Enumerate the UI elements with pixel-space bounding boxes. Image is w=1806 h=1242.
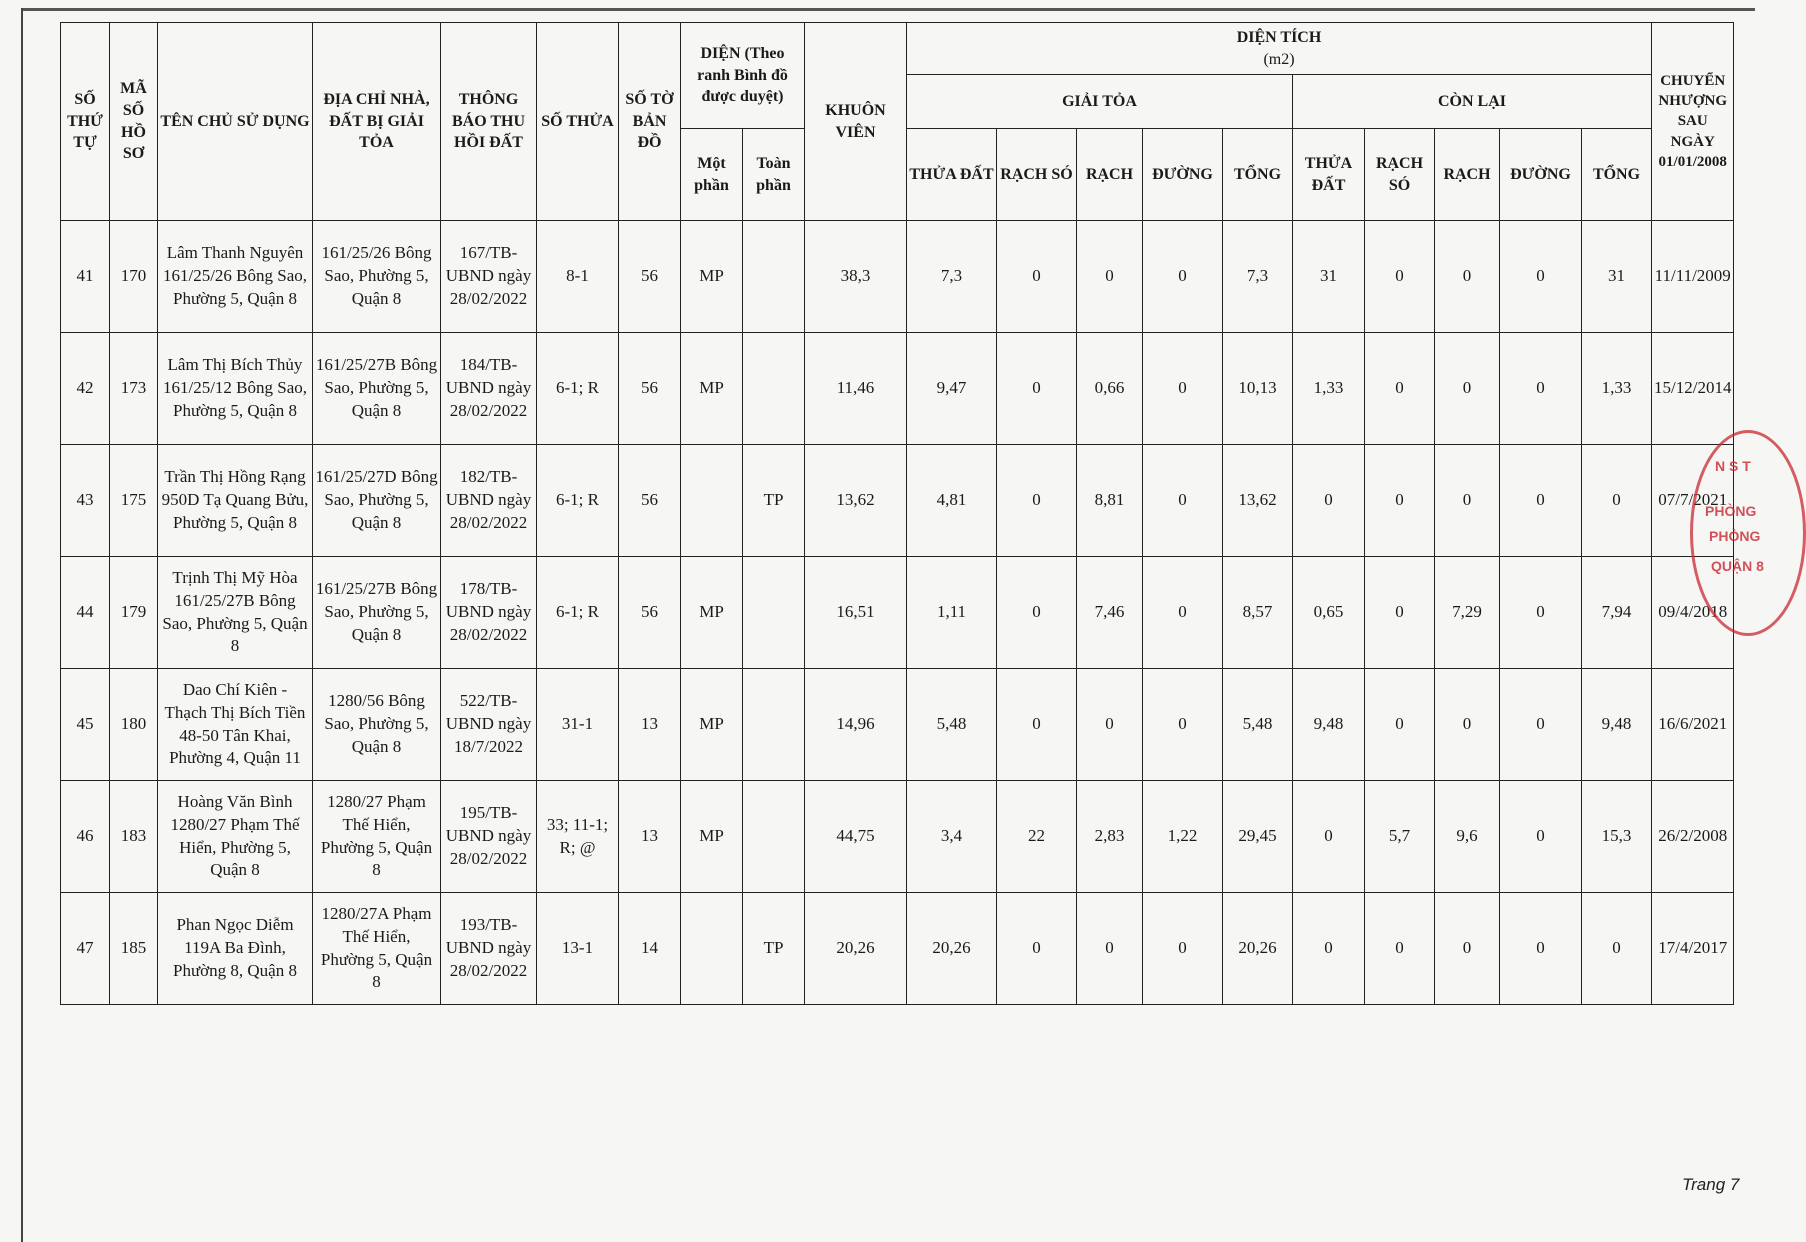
header-chuyen-nhuong: CHUYỂN NHƯỢNG SAU NGÀY 01/01/2008 [1652, 23, 1734, 221]
cell-cl-thua: 1,33 [1293, 333, 1365, 445]
cell-mot-phan: MP [681, 333, 743, 445]
cell-gt-rachso: 0 [997, 557, 1077, 669]
cell-dia-chi: 161/25/27B Bông Sao, Phường 5, Quận 8 [313, 333, 441, 445]
cell-cl-rachso: 0 [1365, 669, 1435, 781]
cell-dia-chi: 1280/27A Phạm Thế Hiển, Phường 5, Quận 8 [313, 893, 441, 1005]
header-khuon-vien: KHUÔN VIÊN [805, 23, 907, 221]
cell-ngay: 07/7/2021 [1652, 445, 1734, 557]
cell-cl-rach: 0 [1435, 333, 1500, 445]
cell-cl-duong: 0 [1500, 781, 1582, 893]
cell-cl-tong: 0 [1582, 445, 1652, 557]
cell-gt-rach: 2,83 [1077, 781, 1143, 893]
cell-so-thua: 6-1; R [537, 333, 619, 445]
header-cl-rach-so: RẠCH SÓ [1365, 129, 1435, 221]
cell-ma: 173 [110, 333, 158, 445]
cell-toan-phan: TP [743, 893, 805, 1005]
cell-cl-thua: 0 [1293, 781, 1365, 893]
table-row [61, 669, 1734, 781]
cell-thong-bao: 522/TB-UBND ngày 18/7/2022 [441, 669, 537, 781]
cell-toan-phan [743, 221, 805, 333]
land-clearance-table [60, 22, 1734, 1005]
cell-gt-tong: 10,13 [1223, 333, 1293, 445]
cell-so-thua: 6-1; R [537, 445, 619, 557]
header-cl-thua-dat: THỬA ĐẤT [1293, 129, 1365, 221]
table-row [61, 445, 1734, 557]
cell-dia-chi: 1280/56 Bông Sao, Phường 5, Quận 8 [313, 669, 441, 781]
cell-thong-bao: 195/TB-UBND ngày 28/02/2022 [441, 781, 537, 893]
cell-cl-rachso: 0 [1365, 445, 1435, 557]
cell-stt: 44 [61, 557, 110, 669]
header-giai-toa: GIẢI TỎA [907, 75, 1293, 129]
cell-gt-rachso: 0 [997, 221, 1077, 333]
cell-dia-chi: 1280/27 Phạm Thế Hiển, Phường 5, Quận 8 [313, 781, 441, 893]
header-ten-chu: TÊN CHỦ SỬ DỤNG [158, 23, 313, 221]
cell-mot-phan: MP [681, 557, 743, 669]
cell-thong-bao: 193/TB-UBND ngày 28/02/2022 [441, 893, 537, 1005]
header-stt: SỐ THỨ TỰ [61, 23, 110, 221]
cell-ten: Hoàng Văn Bình 1280/27 Phạm Thế Hiển, Phường 5, Quận 8 [158, 781, 313, 893]
cell-ma: 183 [110, 781, 158, 893]
cell-stt: 42 [61, 333, 110, 445]
cell-cl-rach: 0 [1435, 893, 1500, 1005]
header-gt-tong: TỔNG [1223, 129, 1293, 221]
header-gt-duong: ĐƯỜNG [1143, 129, 1223, 221]
cell-gt-rachso: 0 [997, 893, 1077, 1005]
cell-ten: Trịnh Thị Mỹ Hòa 161/25/27B Bông Sao, Phường 5, Quận 8 [158, 557, 313, 669]
cell-cl-duong: 0 [1500, 333, 1582, 445]
cell-stt: 47 [61, 893, 110, 1005]
cell-stt: 45 [61, 669, 110, 781]
cell-gt-tong: 20,26 [1223, 893, 1293, 1005]
header-dien-tich-unit: (m2) [1263, 50, 1295, 68]
header-con-lai: CÒN LẠI [1293, 75, 1652, 129]
cell-ngay: 11/11/2009 [1652, 221, 1734, 333]
cell-cl-tong: 15,3 [1582, 781, 1652, 893]
header-so-to: SỐ TỜ BẢN ĐỒ [619, 23, 681, 221]
cell-mot-phan [681, 893, 743, 1005]
cell-cl-thua: 9,48 [1293, 669, 1365, 781]
cell-ten: Trần Thị Hồng Rạng 950D Tạ Quang Bửu, Phường 5, Quận 8 [158, 445, 313, 557]
cell-so-to: 56 [619, 557, 681, 669]
cell-cl-duong: 0 [1500, 221, 1582, 333]
cell-so-to: 14 [619, 893, 681, 1005]
header-toan-phan: Toàn phần [743, 129, 805, 221]
cell-gt-duong: 0 [1143, 669, 1223, 781]
cell-gt-rachso: 0 [997, 669, 1077, 781]
header-cl-tong: TỔNG [1582, 129, 1652, 221]
cell-gt-rach: 8,81 [1077, 445, 1143, 557]
cell-cl-thua: 0 [1293, 893, 1365, 1005]
cell-ma: 175 [110, 445, 158, 557]
cell-ngay: 26/2/2008 [1652, 781, 1734, 893]
cell-so-thua: 33; 11-1; R; @ [537, 781, 619, 893]
cell-ngay: 17/4/2017 [1652, 893, 1734, 1005]
cell-so-to: 56 [619, 333, 681, 445]
cell-gt-rach: 0 [1077, 893, 1143, 1005]
cell-gt-tong: 5,48 [1223, 669, 1293, 781]
cell-toan-phan [743, 669, 805, 781]
cell-gt-rachso: 0 [997, 445, 1077, 557]
header-mot-phan: Một phần [681, 129, 743, 221]
cell-gt-rach: 0 [1077, 221, 1143, 333]
cell-thong-bao: 167/TB-UBND ngày 28/02/2022 [441, 221, 537, 333]
cell-gt-tong: 29,45 [1223, 781, 1293, 893]
cell-thong-bao: 184/TB-UBND ngày 28/02/2022 [441, 333, 537, 445]
cell-stt: 46 [61, 781, 110, 893]
cell-cl-thua: 31 [1293, 221, 1365, 333]
cell-gt-duong: 1,22 [1143, 781, 1223, 893]
cell-cl-rachso: 0 [1365, 333, 1435, 445]
cell-khuon-vien: 14,96 [805, 669, 907, 781]
header-cl-duong: ĐƯỜNG [1500, 129, 1582, 221]
cell-gt-rach: 0 [1077, 669, 1143, 781]
cell-cl-rachso: 0 [1365, 221, 1435, 333]
table-row [61, 557, 1734, 669]
cell-mot-phan: MP [681, 781, 743, 893]
cell-cl-thua: 0,65 [1293, 557, 1365, 669]
red-seal-stamp: N S T PHÒNG PHÒNG QUẬN 8 [1690, 430, 1806, 636]
cell-so-to: 13 [619, 669, 681, 781]
cell-khuon-vien: 16,51 [805, 557, 907, 669]
cell-gt-rachso: 0 [997, 333, 1077, 445]
cell-cl-rach: 9,6 [1435, 781, 1500, 893]
cell-cl-tong: 7,94 [1582, 557, 1652, 669]
cell-ten: Lâm Thị Bích Thủy 161/25/12 Bông Sao, Phường 5, Quận 8 [158, 333, 313, 445]
cell-mot-phan: MP [681, 221, 743, 333]
table-row [61, 781, 1734, 893]
cell-ten: Dao Chí Kiên - Thạch Thị Bích Tiền 48-50 Tân Khai, Phường 4, Quận 11 [158, 669, 313, 781]
cell-gt-rach: 0,66 [1077, 333, 1143, 445]
cell-ten: Phan Ngọc Diễm 119A Ba Đình, Phường 8, Quận 8 [158, 893, 313, 1005]
cell-so-to: 56 [619, 221, 681, 333]
cell-cl-thua: 0 [1293, 445, 1365, 557]
cell-ma: 170 [110, 221, 158, 333]
cell-gt-thua: 5,48 [907, 669, 997, 781]
cell-so-to: 56 [619, 445, 681, 557]
cell-khuon-vien: 38,3 [805, 221, 907, 333]
cell-thong-bao: 178/TB-UBND ngày 28/02/2022 [441, 557, 537, 669]
cell-so-thua: 8-1 [537, 221, 619, 333]
cell-dia-chi: 161/25/27B Bông Sao, Phường 5, Quận 8 [313, 557, 441, 669]
header-dien-tich [907, 23, 1652, 75]
cell-ngay: 16/6/2021 [1652, 669, 1734, 781]
header-dien-tich-label: DIỆN TÍCH [1236, 28, 1322, 46]
cell-cl-duong: 0 [1500, 893, 1582, 1005]
header-so-thua: SỐ THỬA [537, 23, 619, 221]
cell-cl-rachso: 0 [1365, 893, 1435, 1005]
page-number: Trang 7 [1682, 1175, 1740, 1194]
cell-cl-rach: 0 [1435, 445, 1500, 557]
table-row [61, 893, 1734, 1005]
cell-khuon-vien: 11,46 [805, 333, 907, 445]
cell-dia-chi: 161/25/26 Bông Sao, Phường 5, Quận 8 [313, 221, 441, 333]
cell-cl-tong: 31 [1582, 221, 1652, 333]
cell-gt-duong: 0 [1143, 893, 1223, 1005]
cell-so-to: 13 [619, 781, 681, 893]
cell-cl-rach: 7,29 [1435, 557, 1500, 669]
cell-so-thua: 13-1 [537, 893, 619, 1005]
cell-gt-thua: 4,81 [907, 445, 997, 557]
cell-mot-phan [681, 445, 743, 557]
cell-gt-thua: 20,26 [907, 893, 997, 1005]
header-gt-rach-so: RẠCH SÓ [997, 129, 1077, 221]
table-row [61, 333, 1734, 445]
cell-cl-rach: 0 [1435, 669, 1500, 781]
cell-cl-duong: 0 [1500, 557, 1582, 669]
cell-cl-tong: 1,33 [1582, 333, 1652, 445]
cell-gt-tong: 8,57 [1223, 557, 1293, 669]
cell-khuon-vien: 13,62 [805, 445, 907, 557]
cell-gt-thua: 9,47 [907, 333, 997, 445]
cell-khuon-vien: 20,26 [805, 893, 907, 1005]
page-left-edge [21, 8, 23, 1242]
cell-gt-rach: 7,46 [1077, 557, 1143, 669]
cell-gt-thua: 7,3 [907, 221, 997, 333]
cell-mot-phan: MP [681, 669, 743, 781]
header-gt-thua-dat: THỬA ĐẤT [907, 129, 997, 221]
page-top-edge [22, 8, 1755, 11]
cell-ma: 185 [110, 893, 158, 1005]
cell-gt-duong: 0 [1143, 557, 1223, 669]
cell-toan-phan [743, 781, 805, 893]
cell-toan-phan [743, 333, 805, 445]
cell-ngay: 15/12/2014 [1652, 333, 1734, 445]
cell-cl-tong: 9,48 [1582, 669, 1652, 781]
cell-gt-thua: 1,11 [907, 557, 997, 669]
header-cl-rach: RẠCH [1435, 129, 1500, 221]
cell-ma: 180 [110, 669, 158, 781]
header-ma-ho-so: MÃ SỐ HỒ SƠ [110, 23, 158, 221]
cell-ten: Lâm Thanh Nguyên 161/25/26 Bông Sao, Phường 5, Quận 8 [158, 221, 313, 333]
header-thong-bao: THÔNG BÁO THU HỒI ĐẤT [441, 23, 537, 221]
header-dien-group: DIỆN (Theo ranh Bình đồ được duyệt) [681, 23, 805, 129]
cell-gt-duong: 0 [1143, 221, 1223, 333]
cell-cl-tong: 0 [1582, 893, 1652, 1005]
cell-cl-rachso: 0 [1365, 557, 1435, 669]
table-row [61, 221, 1734, 333]
cell-gt-duong: 0 [1143, 333, 1223, 445]
header-gt-rach: RẠCH [1077, 129, 1143, 221]
cell-toan-phan: TP [743, 445, 805, 557]
cell-ma: 179 [110, 557, 158, 669]
cell-khuon-vien: 44,75 [805, 781, 907, 893]
cell-cl-duong: 0 [1500, 669, 1582, 781]
cell-gt-duong: 0 [1143, 445, 1223, 557]
cell-stt: 41 [61, 221, 110, 333]
cell-cl-rach: 0 [1435, 221, 1500, 333]
cell-gt-tong: 7,3 [1223, 221, 1293, 333]
cell-stt: 43 [61, 445, 110, 557]
cell-so-thua: 31-1 [537, 669, 619, 781]
cell-gt-rachso: 22 [997, 781, 1077, 893]
cell-thong-bao: 182/TB-UBND ngày 28/02/2022 [441, 445, 537, 557]
header-dia-chi: ĐỊA CHỈ NHÀ, ĐẤT BỊ GIẢI TỎA [313, 23, 441, 221]
cell-cl-duong: 0 [1500, 445, 1582, 557]
cell-ngay: 09/4/2018 [1652, 557, 1734, 669]
cell-so-thua: 6-1; R [537, 557, 619, 669]
cell-gt-thua: 3,4 [907, 781, 997, 893]
cell-gt-tong: 13,62 [1223, 445, 1293, 557]
cell-toan-phan [743, 557, 805, 669]
cell-cl-rachso: 5,7 [1365, 781, 1435, 893]
cell-dia-chi: 161/25/27D Bông Sao, Phường 5, Quận 8 [313, 445, 441, 557]
